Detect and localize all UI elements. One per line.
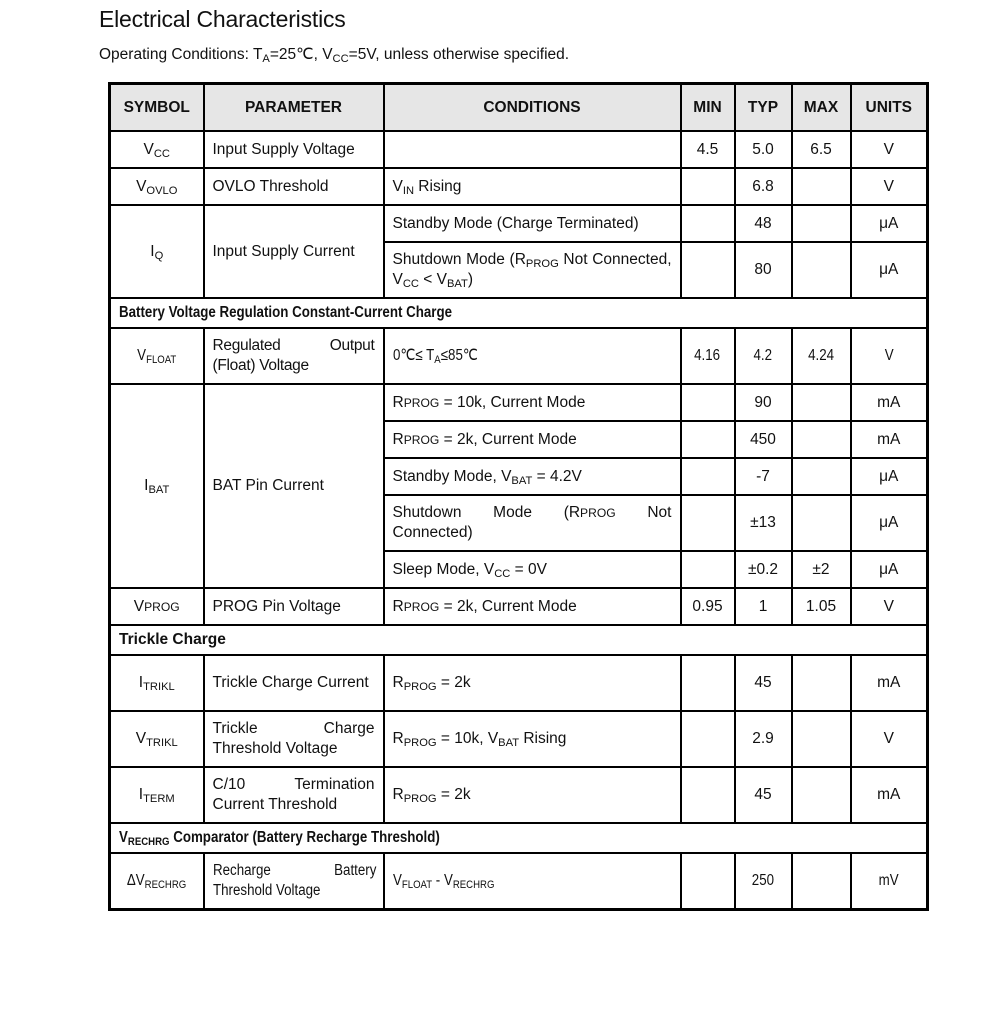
min-cell xyxy=(681,168,735,205)
conditions-cell: RPROG = 2k, Current Mode xyxy=(384,421,681,458)
typ-cell: 250 xyxy=(735,853,792,910)
units-cell: mA xyxy=(851,421,928,458)
min-cell: 0.95 xyxy=(681,588,735,625)
symbol-cell: $V_{CC}$ xyxy=(110,131,204,168)
max-cell: 6.5 xyxy=(792,131,851,168)
min-cell: 4.5 xyxy=(681,131,735,168)
parameter-cell: Recharge Battery Threshold Voltage xyxy=(204,853,384,910)
parameter-cell: PROG Pin Voltage xyxy=(204,588,384,625)
min-cell xyxy=(681,853,735,910)
col-header-typ: TYP xyxy=(735,84,792,132)
typ-cell: 48 xyxy=(735,205,792,242)
conditions-cell: $R_{PROG} = 2k$ xyxy=(384,655,681,711)
max-cell: 1.05 xyxy=(792,588,851,625)
max-cell xyxy=(792,384,851,421)
max-cell xyxy=(792,767,851,823)
parameter-cell: BAT Pin Current xyxy=(204,384,384,588)
units-cell: μA xyxy=(851,242,928,298)
conditions-cell: $R_{PROG} = 2k$ xyxy=(384,767,681,823)
min-cell xyxy=(681,458,735,495)
section-row-recharge-comparator xyxy=(110,823,928,853)
typ-cell: 90 xyxy=(735,384,792,421)
table-row-itrikl xyxy=(110,655,928,711)
typ-cell: -7 xyxy=(735,458,792,495)
symbol-cell: $I_{TERM}$ xyxy=(110,767,204,823)
table-row-dvrechrg xyxy=(110,853,928,910)
symbol-cell: $V_{OVLO}$ xyxy=(110,168,204,205)
table-row-vfloat xyxy=(110,328,928,384)
typ-cell: 6.8 xyxy=(735,168,792,205)
min-cell xyxy=(681,655,735,711)
conditions-cell: RPROG = 2k, Current Mode xyxy=(384,588,681,625)
table-row-vcc xyxy=(110,131,928,168)
table-row-vtrikl xyxy=(110,711,928,767)
max-cell xyxy=(792,711,851,767)
col-header-symbol: SYMBOL xyxy=(110,84,204,132)
col-header-parameter: PARAMETER xyxy=(204,84,384,132)
typ-cell: 2.9 xyxy=(735,711,792,767)
table-row-vovlo xyxy=(110,168,928,205)
parameter-cell: C/10 Termination Current Threshold xyxy=(204,767,384,823)
units-cell: μA xyxy=(851,495,928,551)
max-cell xyxy=(792,242,851,298)
max-cell xyxy=(792,421,851,458)
max-cell xyxy=(792,205,851,242)
conditions-cell: Shutdown Mode ($R_{PROG}$ Not Connected, $V_{CC} < V_{BAT}$) xyxy=(384,242,681,298)
conditions-cell: 0℃≤ $T_A\le 85℃$ xyxy=(384,328,681,384)
min-cell xyxy=(681,384,735,421)
max-cell xyxy=(792,853,851,910)
parameter-cell: Trickle Charge Threshold Voltage xyxy=(204,711,384,767)
conditions-cell: Shutdown Mode (RPROG Not Connected) xyxy=(384,495,681,551)
units-cell: μA xyxy=(851,551,928,588)
section-row-battery-regulation xyxy=(110,298,928,328)
min-cell xyxy=(681,551,735,588)
section-heading: $V_{RECHRG}$ Comparator (Battery Recharge Threshold) xyxy=(110,823,928,853)
typ-cell: 1 xyxy=(735,588,792,625)
max-cell xyxy=(792,495,851,551)
electrical-characteristics-table xyxy=(108,82,929,911)
conditions-cell: $V_{FLOAT} - V_{RECHRG}$ xyxy=(384,853,681,910)
min-cell xyxy=(681,495,735,551)
table-row-iq-standby xyxy=(110,205,928,242)
typ-cell: 80 xyxy=(735,242,792,298)
section-heading: Trickle Charge xyxy=(110,625,928,655)
symbol-cell: VPROG xyxy=(110,588,204,625)
max-cell: 4.24 xyxy=(792,328,851,384)
min-cell xyxy=(681,767,735,823)
col-header-max: MAX xyxy=(792,84,851,132)
symbol-cell: $I_Q$ xyxy=(110,205,204,298)
symbol-cell: $V_{TRIKL}$ xyxy=(110,711,204,767)
units-cell: V xyxy=(851,168,928,205)
parameter-cell: Input Supply Voltage xyxy=(204,131,384,168)
parameter-cell: Trickle Charge Current xyxy=(204,655,384,711)
units-cell: mV xyxy=(851,853,928,910)
units-cell: mA xyxy=(851,655,928,711)
units-cell: V xyxy=(851,588,928,625)
typ-cell: 45 xyxy=(735,767,792,823)
units-cell: V xyxy=(851,711,928,767)
conditions-cell: RPROG = 10k, Current Mode xyxy=(384,384,681,421)
units-cell: mA xyxy=(851,767,928,823)
parameter-cell: Regulated Output (Float) Voltage xyxy=(204,328,384,384)
header-row xyxy=(110,84,928,132)
symbol-cell: $I_{BAT}$ xyxy=(110,384,204,588)
typ-cell: 4.2 xyxy=(735,328,792,384)
typ-cell: 450 xyxy=(735,421,792,458)
min-cell xyxy=(681,711,735,767)
col-header-units: UNITS xyxy=(851,84,928,132)
parameter-cell: OVLO Threshold xyxy=(204,168,384,205)
symbol-cell: $\Delta V_{RECHRG}$ xyxy=(110,853,204,910)
table-row-ibat-10k xyxy=(110,384,928,421)
min-cell xyxy=(681,242,735,298)
min-cell: 4.16 xyxy=(681,328,735,384)
typ-cell: 45 xyxy=(735,655,792,711)
conditions-cell xyxy=(384,131,681,168)
units-cell: mA xyxy=(851,384,928,421)
symbol-cell: $V_{FLOAT}$ xyxy=(110,328,204,384)
typ-cell: ±0.2 xyxy=(735,551,792,588)
col-header-conditions: CONDITIONS xyxy=(384,84,681,132)
min-cell xyxy=(681,421,735,458)
units-cell: μA xyxy=(851,458,928,495)
operating-conditions: Operating Conditions: $T_A=25℃$, $V_{CC}=5V$, unless otherwise specified. xyxy=(99,46,570,66)
conditions-cell: $R_{PROG} = 10k$, $V_{BAT}$ Rising xyxy=(384,711,681,767)
parameter-cell: Input Supply Current xyxy=(204,205,384,298)
max-cell xyxy=(792,655,851,711)
max-cell: ±2 xyxy=(792,551,851,588)
col-header-min: MIN xyxy=(681,84,735,132)
conditions-cell: Standby Mode (Charge Terminated) xyxy=(384,205,681,242)
page-title: Electrical Characteristics xyxy=(99,6,346,32)
conditions-cell: Sleep Mode, $V_{CC} = 0V$ xyxy=(384,551,681,588)
table-row-vprog xyxy=(110,588,928,625)
units-cell: V xyxy=(851,131,928,168)
units-cell: μA xyxy=(851,205,928,242)
max-cell xyxy=(792,168,851,205)
symbol-cell: $I_{TRIKL}$ xyxy=(110,655,204,711)
section-row-trickle-charge xyxy=(110,625,928,655)
typ-cell: 5.0 xyxy=(735,131,792,168)
conditions-cell: $V_{IN}$ Rising xyxy=(384,168,681,205)
typ-cell: ±13 xyxy=(735,495,792,551)
section-heading: Battery Voltage Regulation Constant-Current Charge xyxy=(110,298,928,328)
units-cell: V xyxy=(851,328,928,384)
min-cell xyxy=(681,205,735,242)
conditions-cell: Standby Mode, $V_{BAT} = 4.2V$ xyxy=(384,458,681,495)
max-cell xyxy=(792,458,851,495)
table-row-iterm xyxy=(110,767,928,823)
